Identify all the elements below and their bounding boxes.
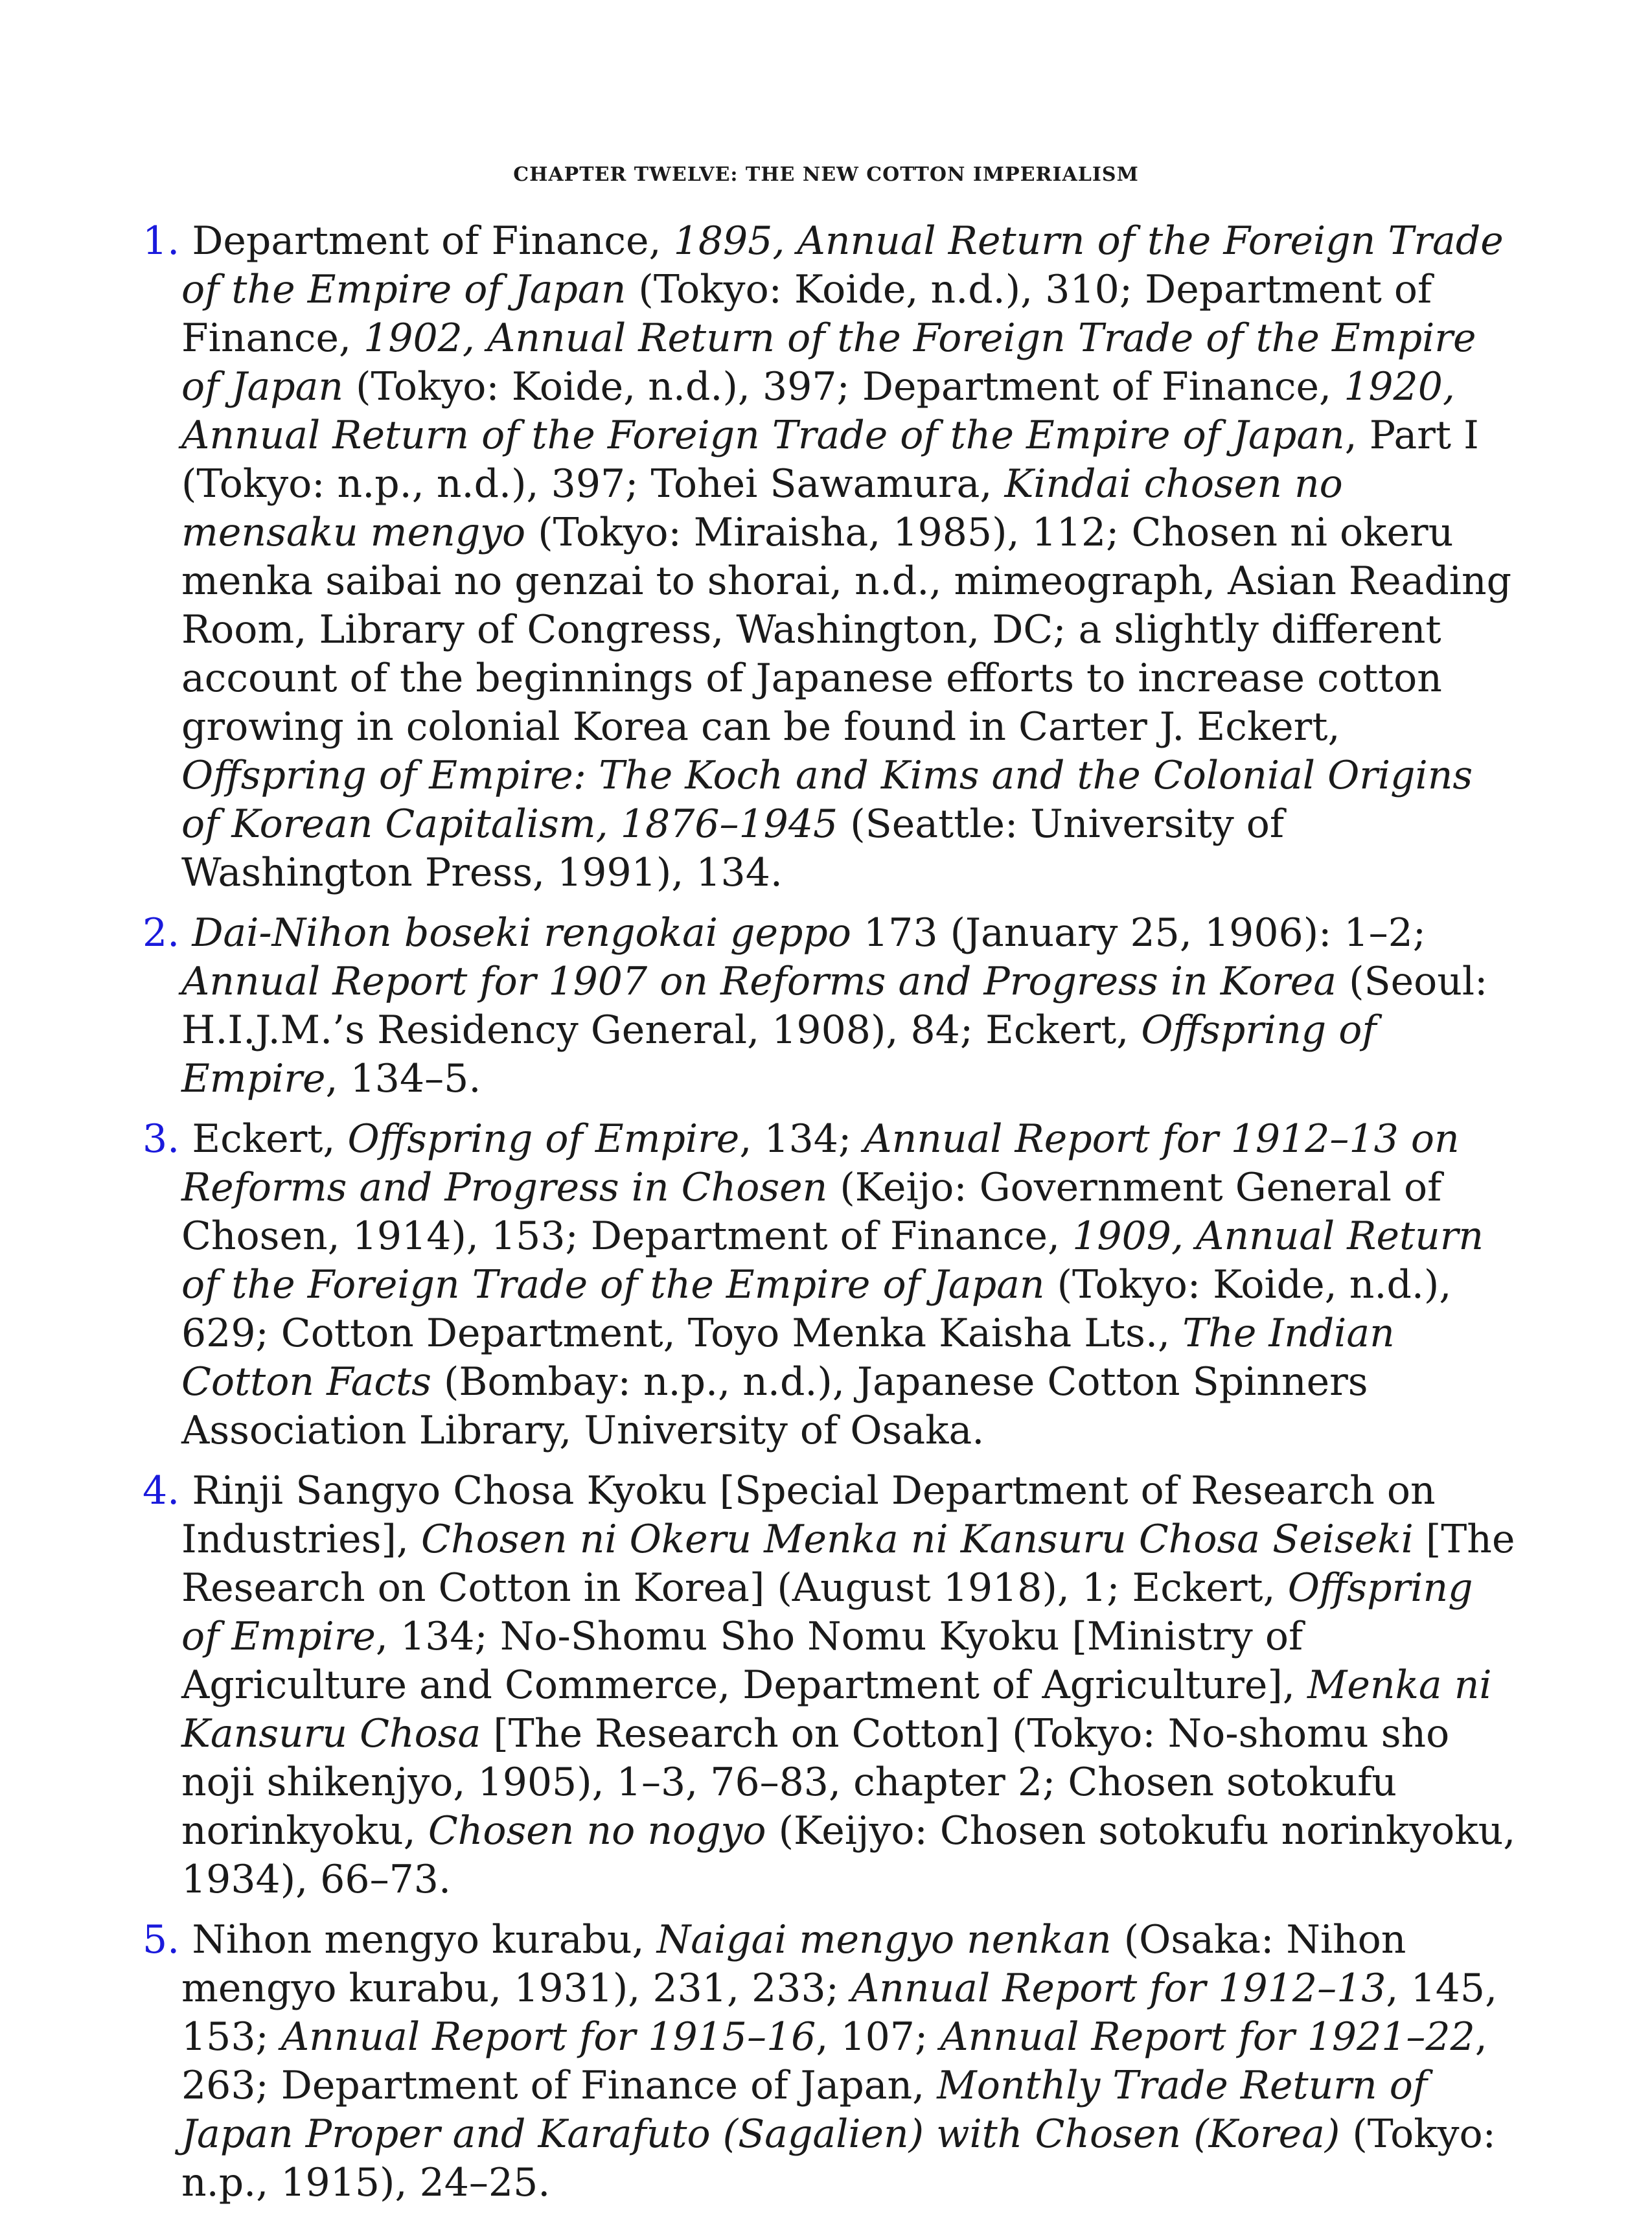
endnote	[143, 217, 1522, 897]
italic-title: 1909, Annual Return of the Foreign Trade of the Empire of Japan	[181, 1213, 1484, 1307]
citation-text: (Tokyo: Miraisha, 1985), 112; Chosen ni okeru menka saibai no genzai to shorai, n.d., mimeograph, Asian Reading Room, Library of Congress, Washington, DC; a slightly different account of the beginnings of Japanese efforts to increase cotton growing in colonial Korea can be found in Carter J. Eckert,	[181, 510, 1512, 750]
italic-title: Annual Report for 1912–13 on Reforms and Progress in Chosen	[181, 1116, 1460, 1210]
italic-title: 1895, Annual Return of the Foreign Trade of the Empire of Japan	[181, 218, 1504, 312]
citation-text: [The Research on Cotton] (Tokyo: No-shomu sho noji shikenjyo, 1905), 1–3, 76–83, chapter 2; Chosen sotokufu norinkyoku,	[181, 1711, 1450, 1854]
italic-title: Offspring of Empire	[181, 1565, 1473, 1659]
endnote-number-link[interactable]: 5.	[143, 1917, 180, 1962]
endnote-text	[179, 1917, 1497, 2205]
endnote	[143, 909, 1522, 1103]
endnote	[143, 1115, 1522, 1455]
citation-text: Eckert,	[179, 1116, 348, 1162]
citation-text: Rinji Sangyo Chosa Kyoku [Special Department of Research on Industries],	[179, 1468, 1436, 1562]
endnote-text	[179, 1116, 1484, 1453]
citation-text: (Tokyo: Koide, n.d.), 629; Cotton Department, Toyo Menka Kaisha Lts.,	[181, 1262, 1452, 1356]
endnote-number-link[interactable]: 3.	[143, 1116, 180, 1162]
endnote-number-link[interactable]: 2.	[143, 910, 180, 956]
italic-title: Naigai mengyo nenkan	[656, 1917, 1112, 1962]
italic-title: Chosen no nogyo	[428, 1808, 766, 1854]
citation-text: (Seattle: University of Washington Press, 1991), 134.	[181, 801, 1285, 895]
citation-text: (Tokyo: Koide, n.d.), 397; Department of Finance,	[343, 364, 1344, 409]
citation-text: (Keijo: Government General of Chosen, 1914), 153; Department of Finance,	[181, 1165, 1442, 1259]
endnote	[143, 1467, 1522, 1904]
citation-text: (Seoul: H.I.J.M.’s Residency General, 1908), 84; Eckert,	[181, 959, 1488, 1053]
citation-text: (Bombay: n.p., n.d.), Japanese Cotton Spinners Association Library, University of Osaka.	[181, 1359, 1368, 1453]
citation-text	[179, 910, 192, 956]
italic-title: 1902, Annual Return of the Foreign Trade of the Empire of Japan	[181, 316, 1476, 409]
citation-text: , 134; No-Shomu Sho Nomu Kyoku [Ministry of Agriculture and Commerce, Department of Agriculture],	[181, 1614, 1307, 1708]
italic-title: Chosen ni Okeru Menka ni Kansuru Chosa Seiseki	[421, 1517, 1414, 1562]
citation-text: [The Research on Cotton in Korea] (August 1918), 1; Eckert,	[181, 1517, 1515, 1611]
citation-text: (Keijyo: Chosen sotokufu norinkyoku, 1934), 66–73.	[181, 1808, 1516, 1902]
italic-title: Offspring of Empire: The Koch and Kims and the Colonial Origins of Korean Capitalism, 1876–1945	[181, 753, 1473, 847]
citation-text: (Osaka: Nihon mengyo kurabu, 1931), 231, 233;	[181, 1917, 1406, 2011]
endnote	[143, 1916, 1522, 2207]
citation-text: Nihon mengyo kurabu,	[179, 1917, 657, 1962]
italic-title: The Indian Cotton Facts	[181, 1311, 1395, 1405]
italic-title: Monthly Trade Return of Japan Proper and Karafuto (Sagalien) with Chosen (Korea)	[181, 2063, 1428, 2157]
endnote-text	[179, 218, 1511, 895]
italic-title: Annual Report for 1912–13	[851, 1966, 1386, 2011]
italic-title: Annual Report for 1907 on Reforms and Progress in Korea	[181, 959, 1337, 1004]
running-head: CHAPTER TWELVE: THE NEW COTTON IMPERIALISM	[513, 163, 1139, 186]
citation-text: , Part I (Tokyo: n.p., n.d.), 397; Tohei Sawamura,	[181, 413, 1479, 507]
italic-title: 1920, Annual Return of the Foreign Trade of the Empire of Japan	[181, 364, 1455, 458]
citation-text: , 134–5.	[325, 1056, 481, 1101]
endnote-number-link[interactable]: 1.	[143, 218, 180, 264]
italic-title: Annual Report for 1915–16	[281, 2014, 816, 2060]
italic-title: Annual Report for 1921–22	[940, 2014, 1475, 2060]
endnote-text	[179, 1468, 1515, 1902]
citation-text: , 145, 153;	[181, 1966, 1498, 2060]
citation-text: (Tokyo: n.p., 1915), 24–25.	[181, 2111, 1496, 2205]
italic-title: Kindai chosen no mensaku mengyo	[181, 461, 1343, 555]
italic-title: Dai-Nihon boseki rengokai geppo	[192, 910, 851, 956]
endnotes-list	[143, 217, 1522, 2219]
endnote-number-link[interactable]: 4.	[143, 1468, 180, 1513]
citation-text: 173 (January 25, 1906): 1–2;	[851, 910, 1426, 956]
citation-text: Department of Finance,	[179, 218, 674, 264]
endnote-text	[179, 910, 1487, 1101]
citation-text: (Tokyo: Koide, n.d.), 310; Department of Finance,	[181, 267, 1432, 361]
italic-title: Offspring of Empire	[181, 1007, 1377, 1101]
citation-text: , 263; Department of Finance of Japan,	[181, 2014, 1487, 2108]
italic-title: Offspring of Empire	[347, 1116, 740, 1162]
italic-title: Menka ni Kansuru Chosa	[181, 1662, 1492, 1756]
citation-text: , 134;	[739, 1116, 864, 1162]
citation-text: , 107;	[816, 2014, 941, 2060]
